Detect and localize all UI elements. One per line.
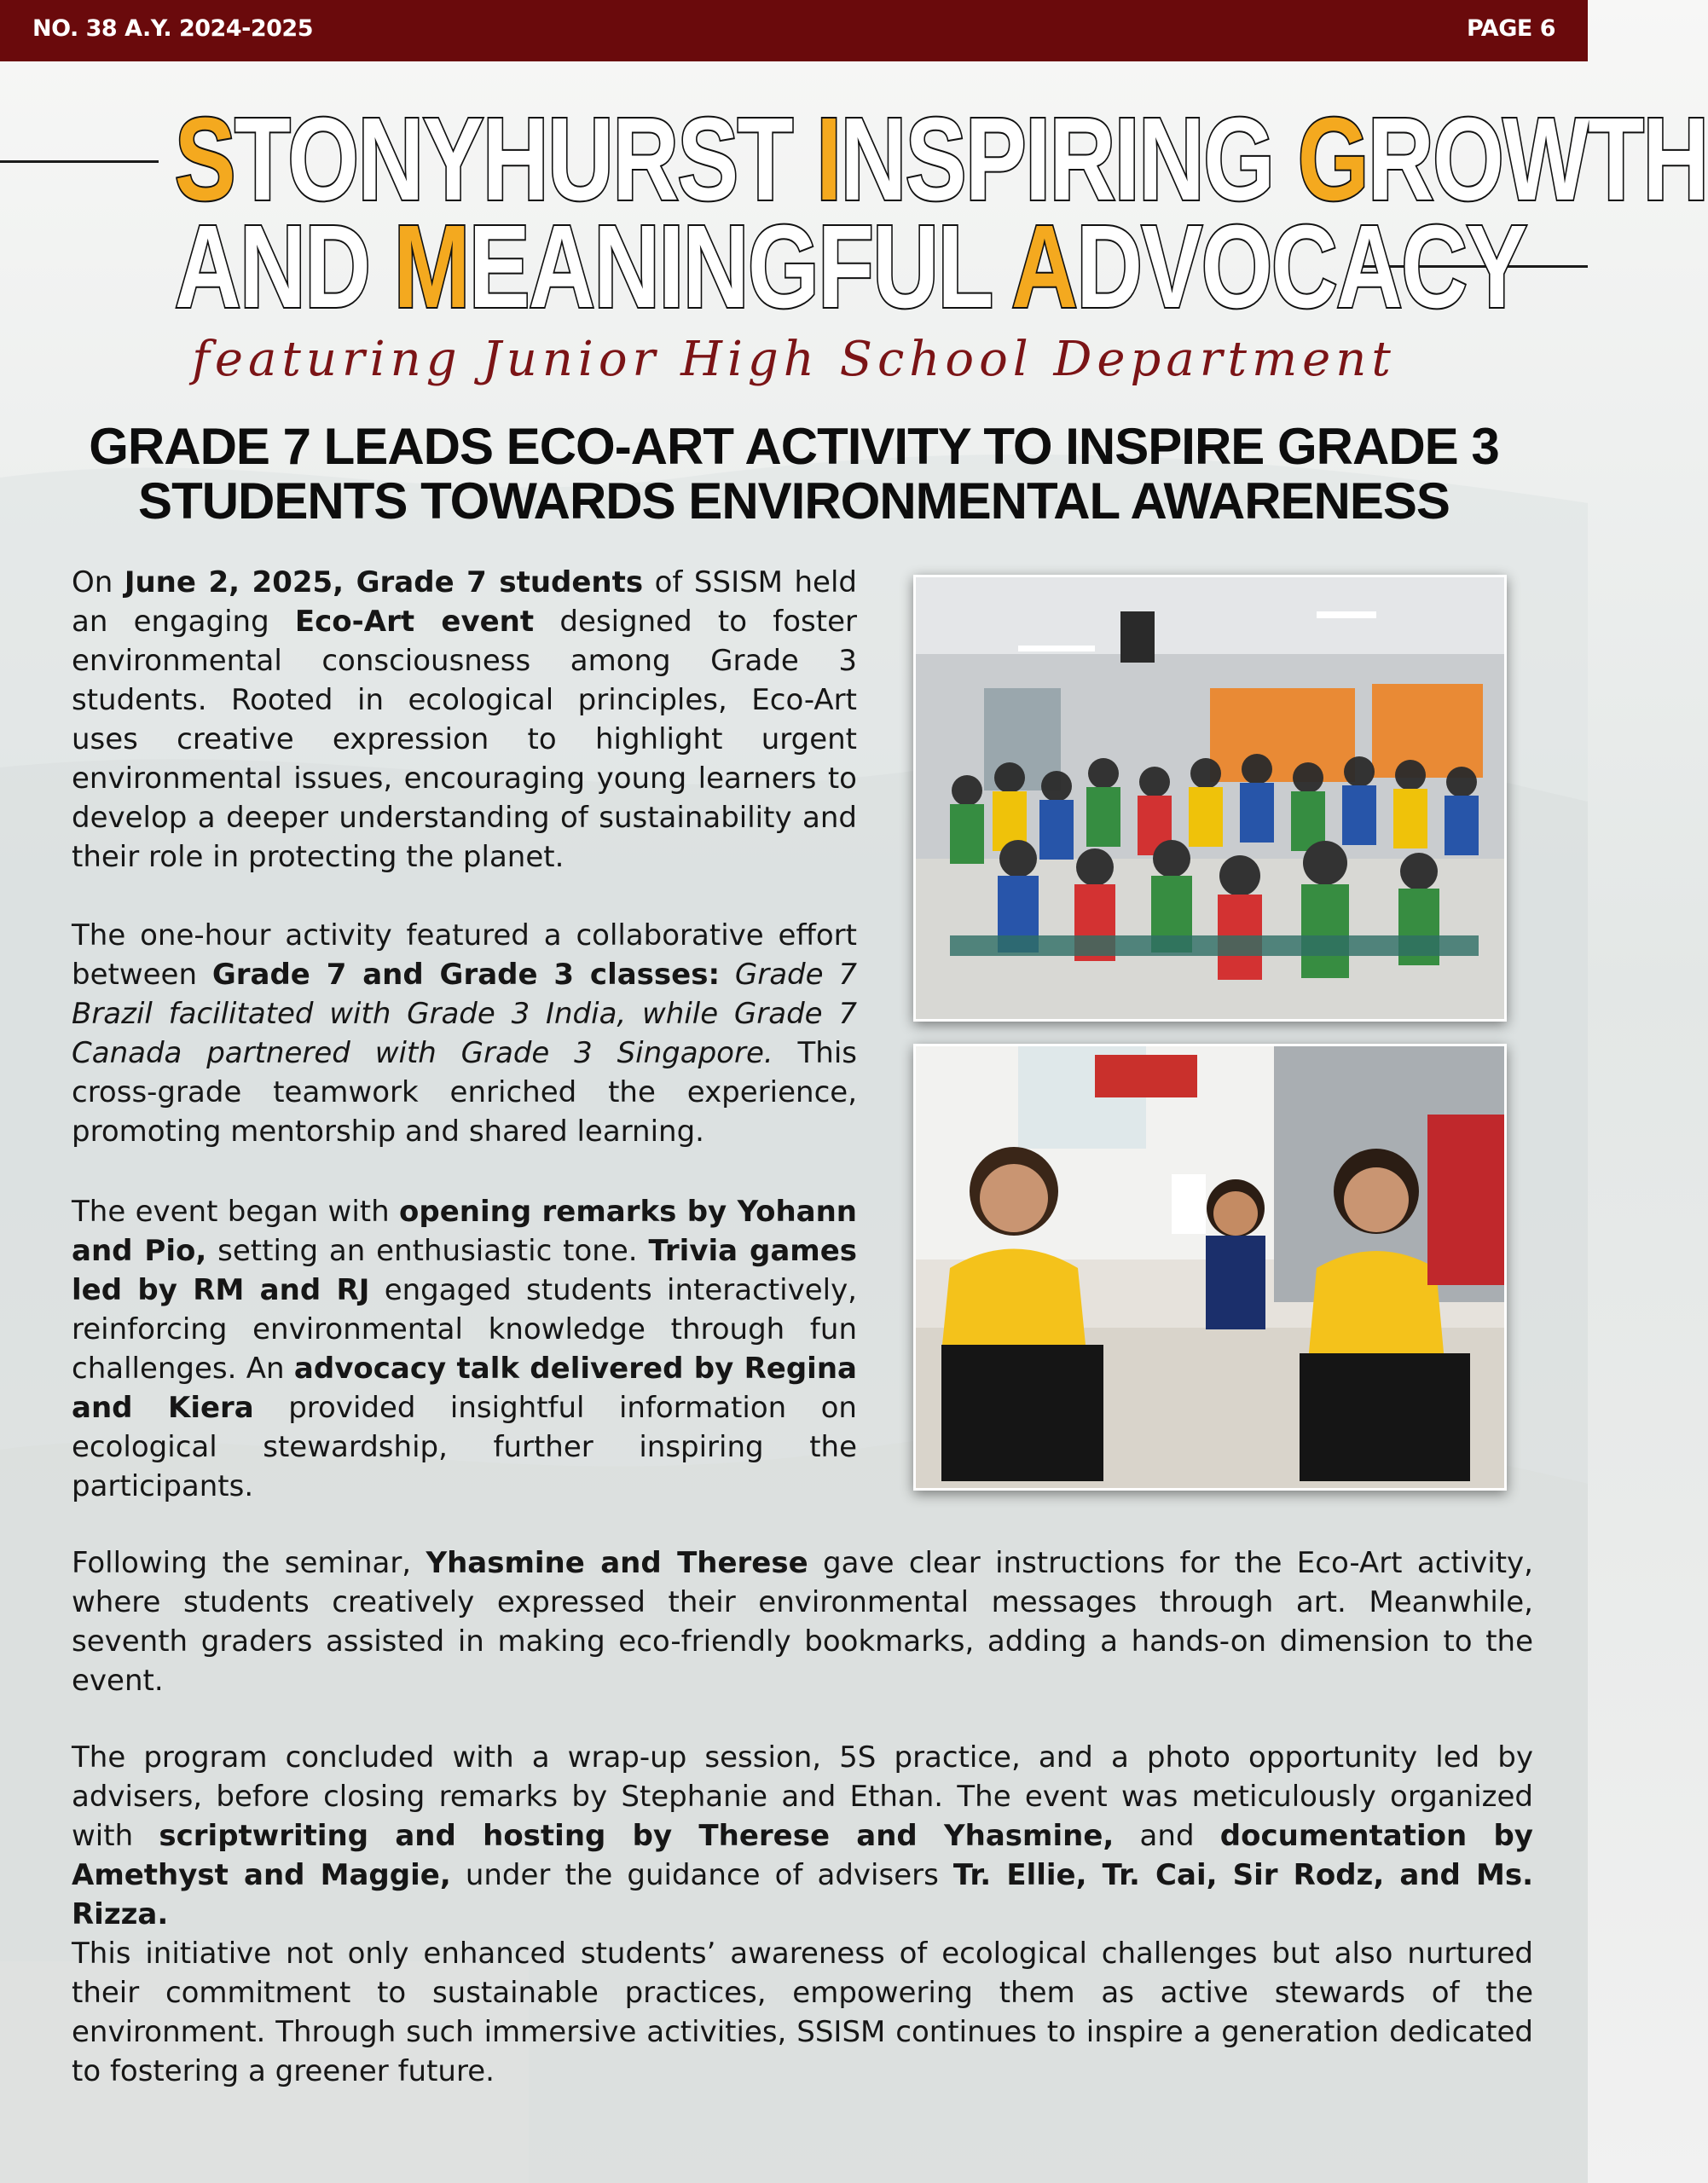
photo-students-floor xyxy=(913,1044,1507,1491)
masthead-initial: S xyxy=(174,94,235,225)
bold-text: documentation by Amethyst and Maggie, xyxy=(72,1819,1533,1892)
text-run: under the guidance of advisers xyxy=(450,1858,953,1892)
bold-text: advocacy talk delivered by Regina and Kiera xyxy=(72,1352,857,1425)
masthead-word: TONYHURST xyxy=(234,94,817,225)
masthead-title-line2 xyxy=(174,201,1526,333)
masthead-word: DVOCACY xyxy=(1076,201,1526,333)
text-run: gave clear instructions for the Eco-Art activity, where students creatively expressed their environmental messages through art. Meanwhile, seventh graders assisted in making eco-friendly bookmarks, adding a hands-on dimension to the event. xyxy=(72,1546,1533,1698)
text-run: On xyxy=(72,565,124,599)
text-run: of SSISM held an engaging xyxy=(72,565,857,639)
italic-text: Grade 7 Brazil facilitated with Grade 3 India, while Grade 7 Canada partnered with Grade 3 Singapore. xyxy=(72,958,857,1070)
text-run: engaged students interactively, reinforcing environmental knowledge through fun challenges. An xyxy=(72,1273,857,1386)
masthead-initial: A xyxy=(1011,201,1077,333)
masthead-initial: M xyxy=(393,201,469,333)
text-run: provided insightful information on ecological stewardship, further inspiring the participants. xyxy=(72,1391,857,1503)
article-headline xyxy=(51,420,1537,529)
article-paragraph-4 xyxy=(72,1543,1533,1700)
masthead-initial: G xyxy=(1297,94,1368,225)
masthead-initial: I xyxy=(816,94,841,225)
article-paragraph-3 xyxy=(72,1192,857,1506)
article-paragraph-6 xyxy=(72,1934,1533,2091)
text-run: designed to foster environmental consciousness among Grade 3 students. Rooted in ecological principles, Eco-Art uses creative expression to highlight urgent environmental issues, encouraging young learners to develop a deeper understanding of sustainability and their role in protecting the planet. xyxy=(72,605,857,874)
bold-text: Tr. Ellie, Tr. Cai, Sir Rodz, and Ms. Rizza. xyxy=(72,1858,1533,1931)
bold-text: Eco-Art event xyxy=(294,605,535,639)
masthead-rule-left xyxy=(0,160,159,163)
bold-text: opening remarks by Yohann and Pio, xyxy=(72,1195,857,1268)
bold-text: Grade 7 and Grade 3 classes: xyxy=(211,958,721,992)
photo-group-classroom xyxy=(913,575,1507,1022)
text-run: The event began with xyxy=(72,1195,400,1229)
headline-line-1: GRADE 7 LEADS ECO-ART ACTIVITY TO INSPIRE GRADE 3 xyxy=(89,418,1499,475)
text-run: This initiative not only enhanced students’ awareness of ecological challenges but also nurtured their commitment to sustainable practices, empowering them as active stewards of the environment. Through such immersive activities, SSISM continues to inspire a generation dedicated to fostering a greener future. xyxy=(72,1937,1533,2088)
page-number: PAGE 6 xyxy=(1467,15,1555,42)
masthead-word: ROWTH xyxy=(1367,94,1708,225)
text-run: and xyxy=(1114,1819,1220,1853)
article-paragraph-1 xyxy=(72,563,857,877)
text-run xyxy=(720,958,735,992)
bold-text: June 2, 2025, Grade 7 students xyxy=(124,565,644,599)
bold-text: Trivia games led by RM and RJ xyxy=(72,1234,858,1307)
masthead-word: EANINGFUL xyxy=(468,201,1012,333)
masthead-word: NSPIRING xyxy=(840,94,1298,225)
article-paragraph-5 xyxy=(72,1738,1533,1934)
masthead-word: AND xyxy=(174,201,394,333)
featuring-subtitle: featuring Junior High School Department xyxy=(192,332,1396,387)
text-run: The program concluded with a wrap-up session, 5S practice, and a photo opportunity led by advisers, before closing remarks by Stephanie and Ethan. The event was meticulously organized with xyxy=(72,1740,1533,1853)
text-run: This cross-grade teamwork enriched the experience, promoting mentorship and shared learning. xyxy=(72,1036,857,1149)
text-run: Following the seminar, xyxy=(72,1546,426,1580)
text-run: setting an enthusiastic tone. xyxy=(206,1234,649,1268)
top-bar xyxy=(0,0,1588,61)
article-paragraph-2 xyxy=(72,916,857,1151)
issue-number: NO. 38 A.Y. 2024-2025 xyxy=(32,15,313,42)
bold-text: Yhasmine and Therese xyxy=(426,1546,808,1580)
text-run: The one-hour activity featured a collaborative effort between xyxy=(72,918,857,992)
bold-text: scriptwriting and hosting by Therese and Yhasmine, xyxy=(159,1819,1115,1853)
headline-line-2: STUDENTS TOWARDS ENVIRONMENTAL AWARENESS xyxy=(138,472,1450,530)
